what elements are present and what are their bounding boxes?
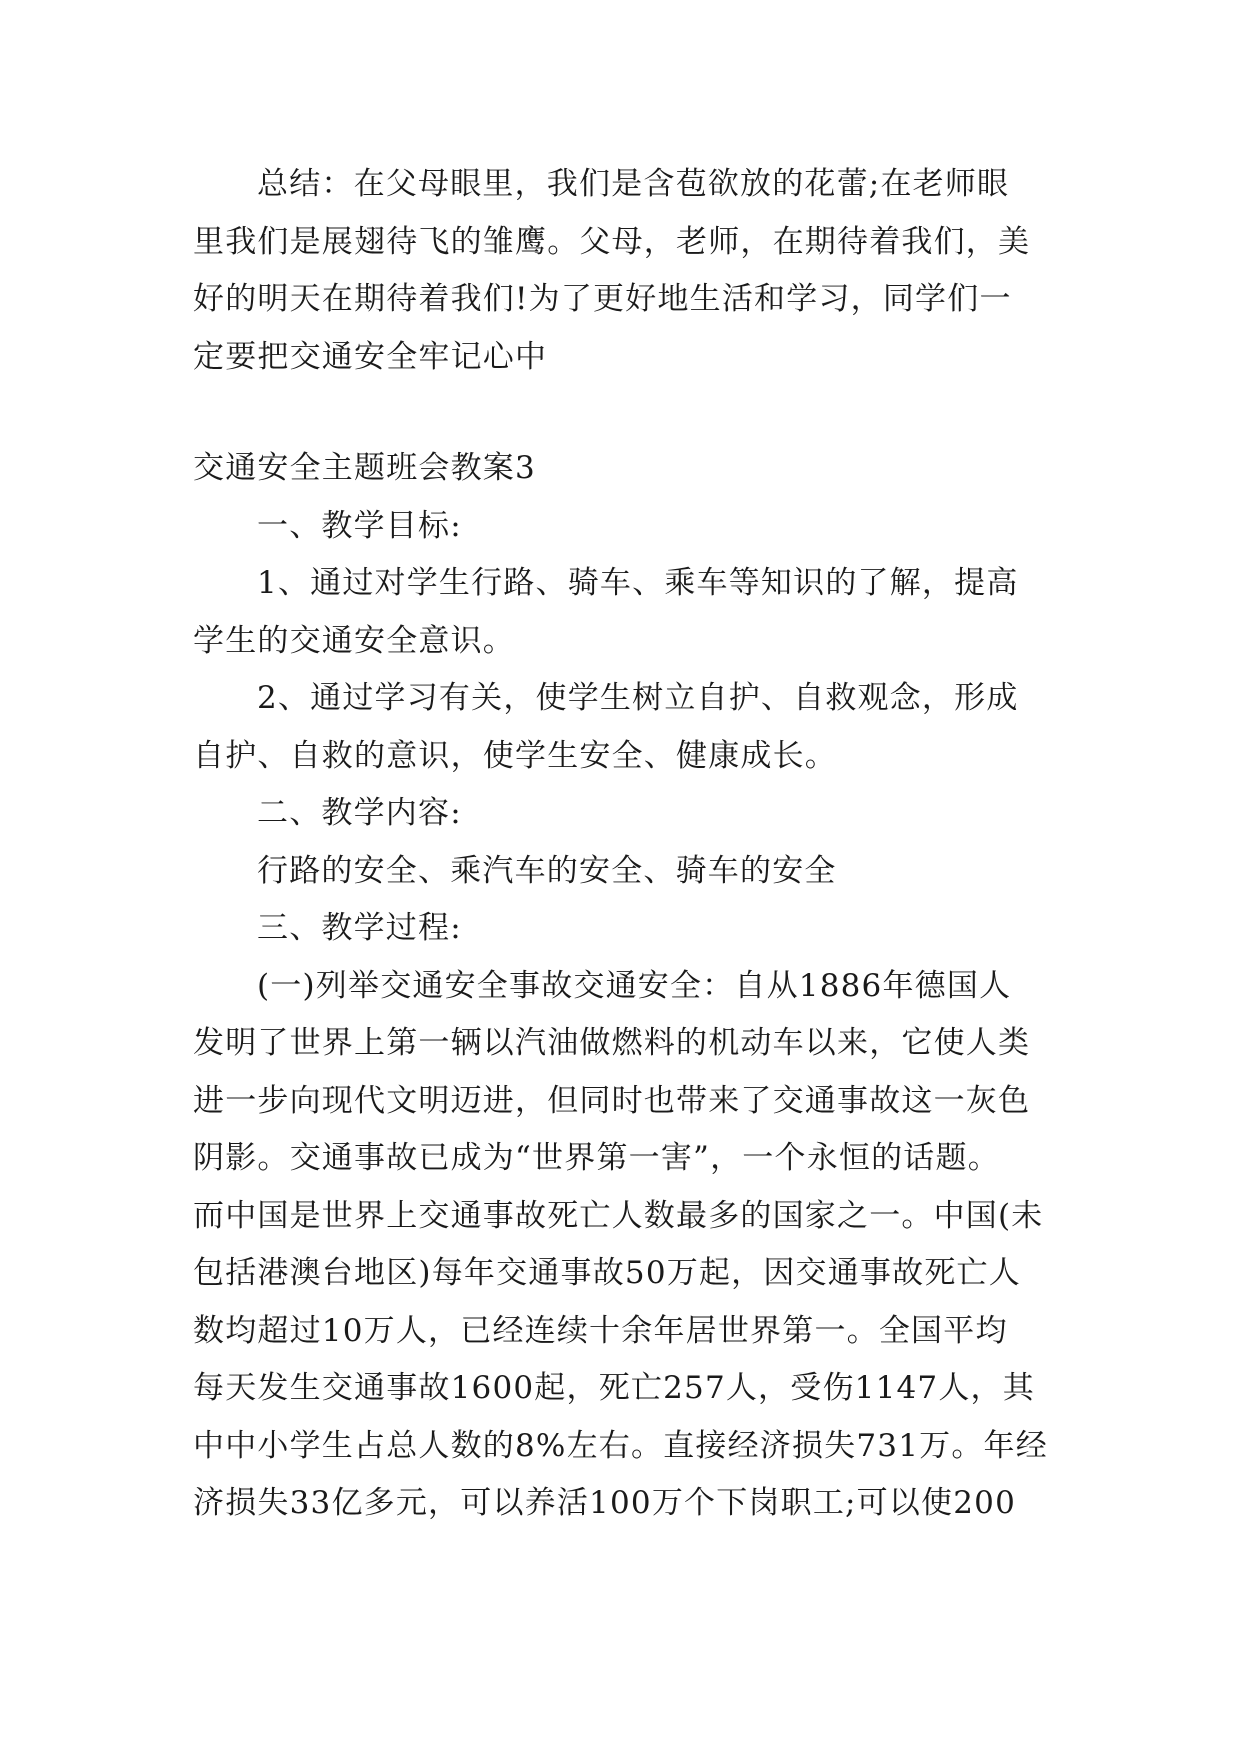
section-title: 交通安全主题班会教案3: [193, 450, 536, 486]
process-line: 发明了世界上第一辆以汽油做燃料的机动车以来，它使人类: [193, 1025, 1031, 1061]
process-paragraph: [193, 958, 1051, 1533]
summary-line: 里我们是展翅待飞的雏鹰。父母，老师，在期待着我们，美: [193, 223, 1031, 260]
content-text: 行路的安全、乘汽车的安全、骑车的安全: [257, 852, 837, 889]
content-heading: 二、教学内容:: [257, 795, 462, 831]
objectives-heading: 一、教学目标:: [257, 507, 462, 544]
objective-line: 1、通过对学生行路、骑车、乘车等知识的了解，提高: [257, 565, 1019, 601]
objective-line: 自护、自救的意识，使学生安全、健康成长。: [193, 737, 837, 774]
summary-paragraph: [193, 156, 1051, 386]
objective-line: 学生的交通安全意识。: [193, 622, 515, 659]
summary-line: 定要把交通安全牢记心中: [193, 338, 548, 375]
process-line: 阴影。交通事故已成为“世界第一害”，一个永恒的话题。: [193, 1140, 1000, 1176]
objective-1: [193, 555, 1051, 670]
process-line: 而中国是世界上交通事故死亡人数最多的国家之一。中国(未: [193, 1197, 1044, 1234]
document-page: [193, 156, 1051, 1533]
process-line: (一)列举交通安全事故交通安全：自从1886年德国人: [257, 967, 1012, 1004]
process-line: 每天发生交通事故1600起，死亡257人，受伤1147人，其: [193, 1370, 1035, 1406]
process-heading: 三、教学过程:: [257, 910, 462, 946]
summary-line: 好的明天在期待着我们!为了更好地生活和学习，同学们一: [193, 281, 1012, 317]
process-line: 济损失33亿多元，可以养活100万个下岗职工;可以使200: [193, 1485, 1017, 1521]
objective-line: 2、通过学习有关，使学生树立自护、自救观念，形成: [257, 680, 1019, 716]
summary-line: 总结：在父母眼里，我们是含苞欲放的花蕾;在老师眼: [257, 166, 1010, 202]
process-line: 数均超过10万人，已经连续十余年居世界第一。全国平均: [193, 1312, 1008, 1349]
process-line: 包括港澳台地区)每年交通事故50万起，因交通事故死亡人: [193, 1255, 1021, 1291]
objective-2: [193, 670, 1051, 785]
process-line: 中中小学生占总人数的8%左右。直接经济损失731万。年经: [193, 1427, 1048, 1464]
process-line: 进一步向现代文明迈进，但同时也带来了交通事故这一灰色: [193, 1082, 1031, 1119]
paragraph-gap: [193, 386, 1051, 440]
